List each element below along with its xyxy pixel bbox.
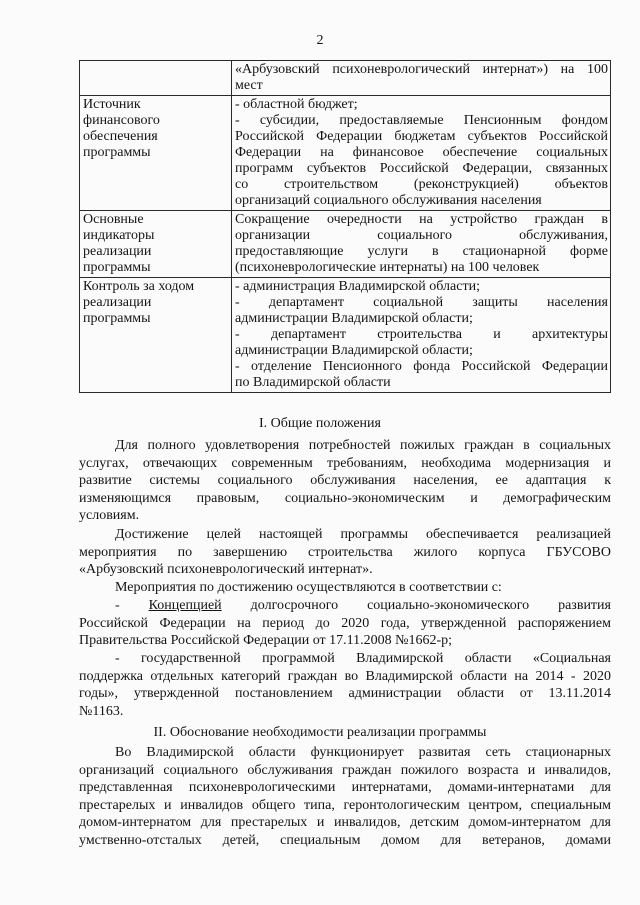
paragraph: - государственной программой Владимирской области «Социальная поддержка отдельных категорий граждан во Владимирской области на 2014 - 2020 годы», утвержденной постановлением администрации области от 13.11.2014 №1163. [79,651,611,719]
cell-line: со строительством (реконструкцией) объектов [235,177,608,192]
paragraph: Мероприятия по достижению осуществляются в соответствии с: [115,580,502,595]
table-row [80,211,611,278]
paragraph: - Концепцией долгосрочного социально-экономического развития Российской Федерации на период до 2020 года, утвержденной распоряжением Правительства Российской Федерации от 17.11.2008 №1662-р; [79,598,611,648]
cell-line: администрации Владимирской области; [235,311,473,326]
row-value-institution [232,61,611,96]
cell-line: - отделение Пенсионного фонда Российской Федерации [235,359,608,374]
cell-line: по Владимирской области [235,375,391,390]
program-passport-table [79,60,611,393]
row-label-empty [80,61,232,96]
paragraph: Для полного удовлетворения потребностей пожилых граждан в социальных услугах, отвечающих современным требованиям, необходима модернизация и развитие системы социального обслуживания населения, ее адаптация к изменяющимся правовым, социально-экономическим и демографическим условиям. [79,438,611,523]
cell-line: (психоневрологические интернаты) на 100 человек [235,260,540,275]
cell-line: «Арбузовский психоневрологический интернат») на 100 [235,62,608,77]
cell-line: - субсидии, предоставляемые Пенсионным фондом [235,113,608,128]
cell-line: предоставляющие услуги в стационарной форме [235,244,608,259]
section-title-general: I. Общие положения [259,416,381,431]
concept-link[interactable]: Концепцией [148,598,222,613]
row-value-control [232,278,611,393]
row-label-funding-source: Источник финансового обеспечения программы [80,96,232,211]
cell-line: - департамент строительства и архитектуры [235,327,608,342]
table-row [80,61,611,96]
row-label-indicators: Основные индикаторы реализации программы [80,211,232,278]
row-value-indicators [232,211,611,278]
section-title-justification: II. Обоснование необходимости реализации программы [153,725,487,740]
cell-line: Российской Федерации бюджетам субъектов Российской [235,129,608,144]
cell-line: мест [235,78,263,93]
page-number: 2 [316,33,324,48]
cell-line: - администрация Владимирской области; [235,279,480,294]
table-row [80,96,611,211]
cell-line: организации социального обслуживания, [235,228,608,243]
table-row [80,278,611,393]
paragraph: Во Владимирской области функционирует развитая сеть стационарных организаций социального обслуживания граждан пожилого возраста и инвалидов, представленная психоневрологическими интернатами, домами-интернатами для престарелых и инвалидов общего типа, геронтологическим центром, специальным домом-интернатом для престарелых и инвалидов, детским домом-интернатом для умственно-отсталых детей, специальным домом для ветеранов, домами [79,745,611,848]
cell-line: - областной бюджет; [235,97,358,112]
cell-line: - департамент социальной защиты населения [235,295,608,310]
cell-line: организаций социального обслуживания населения [235,193,542,208]
row-label-control: Контроль за ходом реализации программы [80,278,232,393]
cell-line: Федерации на финансовое обеспечение социальных [235,145,608,160]
cell-line: Сокращение очередности на устройство граждан в [235,212,608,227]
row-value-funding-source [232,96,611,211]
paragraph: Достижение целей настоящей программы обеспечивается реализацией мероприятия по завершению строительства жилого корпуса ГБУСОВО «Арбузовский психоневрологический интернат». [79,527,611,577]
cell-line: администрации Владимирской области; [235,343,473,358]
cell-line: программ субъектов Российской Федерации, связанных [235,161,608,176]
